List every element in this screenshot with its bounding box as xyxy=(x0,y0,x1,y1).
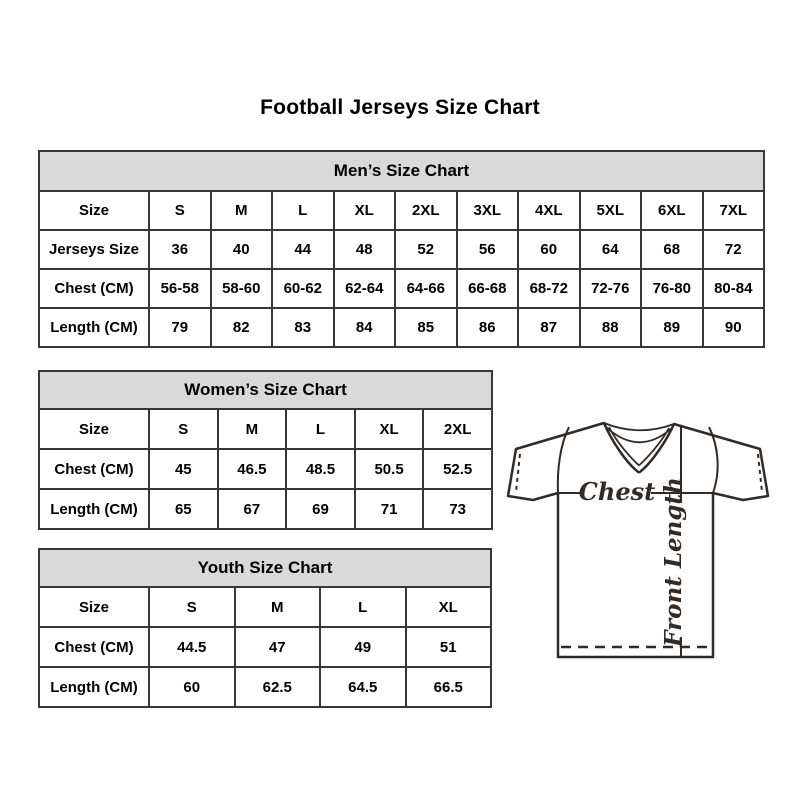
mens-size-table xyxy=(38,150,765,348)
row-label-cell: Chest (CM) xyxy=(39,449,149,489)
value-cell: 6XL xyxy=(641,191,703,230)
value-cell: 60-62 xyxy=(272,269,334,308)
front-length-measure-label: Front Length xyxy=(660,477,687,647)
collar-back-top-arc xyxy=(604,423,674,430)
value-cell: 71 xyxy=(355,489,424,529)
value-cell: 80-84 xyxy=(703,269,765,308)
value-cell: 68 xyxy=(641,230,703,269)
row-label-cell: Size xyxy=(39,587,149,627)
value-cell: 76-80 xyxy=(641,269,703,308)
value-cell: 83 xyxy=(272,308,334,347)
value-cell: 67 xyxy=(218,489,287,529)
value-cell: M xyxy=(211,191,273,230)
size-table xyxy=(38,370,493,530)
value-cell: 60 xyxy=(149,667,235,707)
row-label-cell: Length (CM) xyxy=(39,489,149,529)
row-label-cell: Chest (CM) xyxy=(39,269,149,308)
value-cell: S xyxy=(149,191,211,230)
value-cell: 44 xyxy=(272,230,334,269)
value-cell: XL xyxy=(334,191,396,230)
jersey-outline xyxy=(508,423,768,657)
size-table xyxy=(38,548,492,708)
value-cell: 45 xyxy=(149,449,218,489)
value-cell: 65 xyxy=(149,489,218,529)
table-title: Women’s Size Chart xyxy=(39,371,492,409)
womens-size-table xyxy=(38,370,493,530)
youth-size-table xyxy=(38,548,492,708)
jersey-measurement-diagram xyxy=(503,400,775,680)
value-cell: 48 xyxy=(334,230,396,269)
value-cell: 49 xyxy=(320,627,406,667)
size-table xyxy=(38,150,765,348)
value-cell: 72 xyxy=(703,230,765,269)
value-cell: S xyxy=(149,587,235,627)
value-cell: XL xyxy=(355,409,424,449)
value-cell: 62-64 xyxy=(334,269,396,308)
value-cell: 82 xyxy=(211,308,273,347)
value-cell: 60 xyxy=(518,230,580,269)
value-cell: 85 xyxy=(395,308,457,347)
value-cell: 40 xyxy=(211,230,273,269)
value-cell: 62.5 xyxy=(235,667,321,707)
row-label-cell: Size xyxy=(39,409,149,449)
row-label-cell: Size xyxy=(39,191,149,230)
value-cell: 64 xyxy=(580,230,642,269)
value-cell: 50.5 xyxy=(355,449,424,489)
value-cell: 79 xyxy=(149,308,211,347)
value-cell: M xyxy=(218,409,287,449)
value-cell: 64-66 xyxy=(395,269,457,308)
value-cell: 47 xyxy=(235,627,321,667)
value-cell: 86 xyxy=(457,308,519,347)
value-cell: 56-58 xyxy=(149,269,211,308)
value-cell: 58-60 xyxy=(211,269,273,308)
value-cell: 87 xyxy=(518,308,580,347)
value-cell: L xyxy=(320,587,406,627)
value-cell: 36 xyxy=(149,230,211,269)
value-cell: 88 xyxy=(580,308,642,347)
row-label-cell: Jerseys Size xyxy=(39,230,149,269)
value-cell: 66-68 xyxy=(457,269,519,308)
chest-measure-label: Chest xyxy=(578,477,656,506)
value-cell: 2XL xyxy=(423,409,492,449)
value-cell: 44.5 xyxy=(149,627,235,667)
value-cell: 56 xyxy=(457,230,519,269)
value-cell: 52.5 xyxy=(423,449,492,489)
value-cell: 73 xyxy=(423,489,492,529)
row-label-cell: Length (CM) xyxy=(39,308,149,347)
value-cell: 89 xyxy=(641,308,703,347)
value-cell: L xyxy=(272,191,334,230)
value-cell: 46.5 xyxy=(218,449,287,489)
value-cell: L xyxy=(286,409,355,449)
value-cell: M xyxy=(235,587,321,627)
value-cell: 72-76 xyxy=(580,269,642,308)
value-cell: 84 xyxy=(334,308,396,347)
value-cell: 48.5 xyxy=(286,449,355,489)
row-label-cell: Chest (CM) xyxy=(39,627,149,667)
value-cell: 51 xyxy=(406,627,492,667)
value-cell: 4XL xyxy=(518,191,580,230)
value-cell: 64.5 xyxy=(320,667,406,707)
value-cell: 52 xyxy=(395,230,457,269)
page-title: Football Jerseys Size Chart xyxy=(260,96,540,119)
value-cell: 7XL xyxy=(703,191,765,230)
value-cell: 3XL xyxy=(457,191,519,230)
value-cell: 69 xyxy=(286,489,355,529)
value-cell: 66.5 xyxy=(406,667,492,707)
row-label-cell: Length (CM) xyxy=(39,667,149,707)
value-cell: XL xyxy=(406,587,492,627)
value-cell: 2XL xyxy=(395,191,457,230)
value-cell: S xyxy=(149,409,218,449)
value-cell: 90 xyxy=(703,308,765,347)
value-cell: 68-72 xyxy=(518,269,580,308)
value-cell: 5XL xyxy=(580,191,642,230)
table-title: Youth Size Chart xyxy=(39,549,491,587)
table-title: Men’s Size Chart xyxy=(39,151,764,191)
